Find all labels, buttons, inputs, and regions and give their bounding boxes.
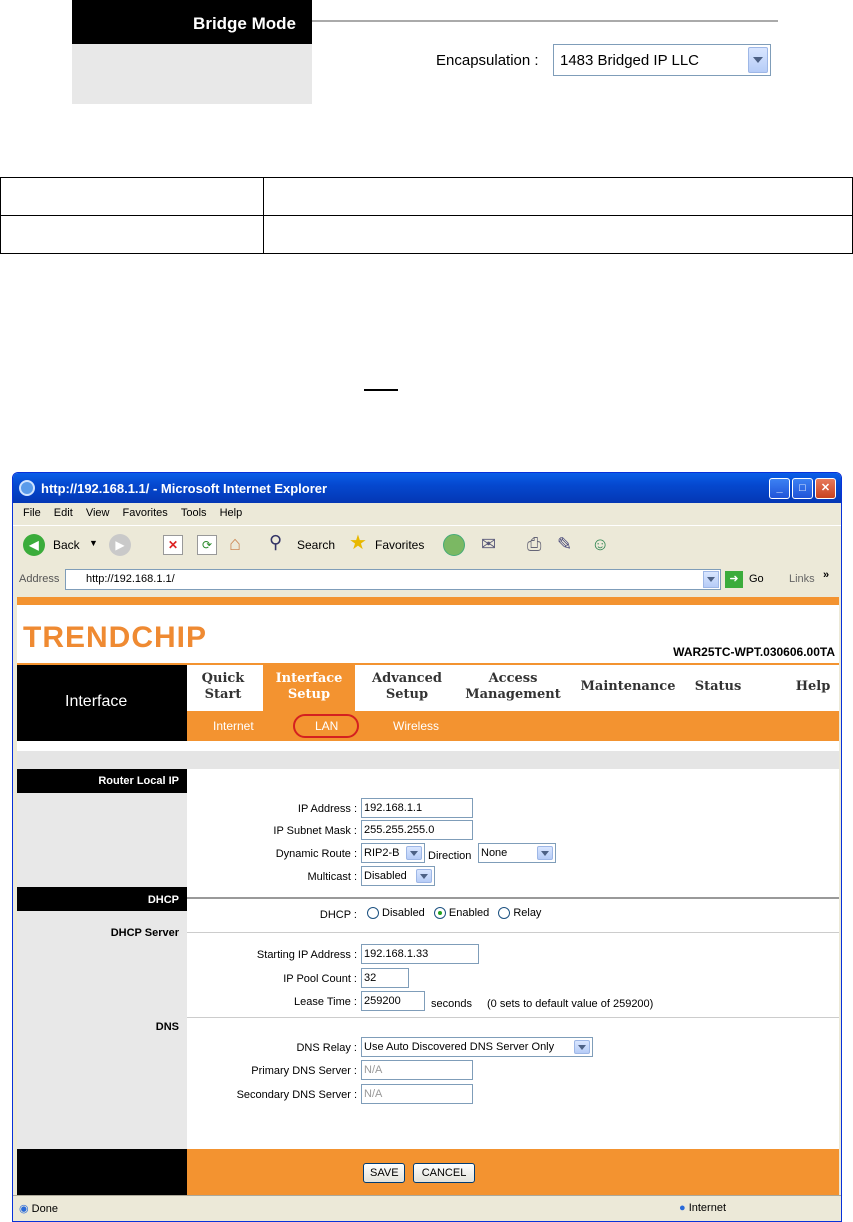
multicast-select[interactable]: Disabled — [361, 866, 435, 886]
pool-count-label: IP Pool Count : — [283, 973, 357, 985]
dynamic-route-select[interactable]: RIP2-B — [361, 843, 425, 863]
section-title: Interface — [17, 665, 187, 741]
subnet-mask-input[interactable]: 255.255.255.0 — [361, 820, 473, 840]
status-text: Done — [31, 1203, 58, 1215]
radio-relay-label: Relay — [513, 907, 542, 919]
links-button[interactable]: Links — [789, 573, 815, 585]
address-label: Address — [19, 573, 60, 585]
toolbar — [13, 525, 841, 565]
top-orange-bar — [17, 597, 839, 605]
maximize-button[interactable]: □ — [792, 478, 813, 499]
router-page — [17, 597, 839, 1195]
secondary-dns-label: Secondary DNS Server : — [236, 1089, 357, 1101]
encapsulation-value: 1483 Bridged IP LLC — [560, 52, 699, 69]
favorites-button[interactable]: Favorites — [375, 538, 425, 552]
ip-address-label: IP Address : — [297, 803, 357, 815]
starting-ip-input[interactable]: 192.168.1.33 — [361, 944, 479, 964]
direction-label: Direction — [428, 850, 472, 862]
trendchip-logo: TRENDCHIP — [23, 621, 208, 654]
radio-disabled[interactable] — [367, 907, 379, 919]
messenger-icon[interactable]: ☺ — [591, 534, 610, 554]
underline-mark — [364, 389, 398, 391]
menu-bar — [13, 503, 841, 525]
encapsulation-label: Encapsulation : — [436, 52, 539, 69]
footer-sidebar — [17, 1149, 187, 1195]
ip-address-input[interactable]: 192.168.1.1 — [361, 798, 473, 818]
table-cell — [264, 216, 853, 254]
print-icon[interactable]: ⎙ — [527, 534, 542, 554]
menu-help[interactable]: Help — [219, 507, 243, 519]
radio-disabled-label: Disabled — [382, 907, 425, 919]
chevron-down-icon[interactable] — [574, 1040, 590, 1054]
encapsulation-select[interactable] — [553, 44, 771, 76]
address-value: http://192.168.1.1/ — [86, 573, 175, 585]
grey-strip — [17, 751, 839, 769]
blank-table — [0, 177, 853, 254]
dns-relay-select[interactable]: Use Auto Discovered DNS Server Only — [361, 1037, 593, 1057]
go-button[interactable]: Go — [749, 573, 764, 585]
divider — [187, 1017, 839, 1018]
cancel-button[interactable]: CANCEL — [413, 1163, 475, 1183]
search-button[interactable]: Search — [297, 538, 336, 552]
dhcp-server-label: DHCP Server — [110, 927, 179, 939]
menu-file[interactable]: File — [23, 507, 41, 519]
multicast-label: Multicast : — [307, 871, 357, 883]
go-arrow-icon[interactable]: ➜ — [725, 571, 743, 588]
table-cell — [1, 178, 264, 216]
nav-help[interactable]: Help — [795, 679, 831, 694]
chevron-down-icon[interactable] — [748, 47, 768, 73]
subnav-wireless[interactable]: Wireless — [393, 719, 440, 733]
starting-ip-label: Starting IP Address : — [256, 949, 357, 961]
mail-icon[interactable]: ✉ — [481, 534, 497, 554]
subnav-lan[interactable]: LAN — [315, 719, 339, 733]
model-number: WAR25TC-WPT.030606.00TA — [673, 645, 835, 659]
save-button[interactable]: SAVE — [363, 1163, 405, 1183]
nav-quick-start[interactable]: Quick Start — [201, 671, 245, 702]
menu-tools[interactable]: Tools — [180, 507, 207, 519]
divider — [187, 932, 839, 933]
minimize-button[interactable]: _ — [769, 478, 790, 499]
browser-window — [12, 472, 842, 1222]
chevron-down-icon[interactable] — [537, 846, 553, 860]
window-title: http://192.168.1.1/ - Microsoft Internet Explorer — [41, 481, 328, 496]
main-nav — [187, 665, 839, 711]
nav-maintenance[interactable]: Maintenance — [580, 679, 676, 694]
search-icon[interactable]: ⚲ — [269, 532, 283, 552]
radio-enabled-label: Enabled — [448, 907, 490, 919]
ie-icon — [19, 480, 35, 496]
refresh-icon[interactable]: ⟳ — [197, 535, 217, 555]
menu-edit[interactable]: Edit — [53, 507, 73, 519]
chevron-down-icon[interactable] — [406, 846, 422, 860]
lease-time-input[interactable]: 259200 — [361, 991, 425, 1011]
footer-bar — [187, 1149, 839, 1195]
nav-interface-setup[interactable]: Interface Setup — [263, 665, 355, 711]
lease-unit: seconds — [431, 998, 472, 1010]
pool-count-input[interactable]: 32 — [361, 968, 409, 988]
address-input[interactable] — [65, 569, 721, 590]
secondary-dns-input[interactable]: N/A — [361, 1084, 473, 1104]
back-button[interactable]: Back — [53, 538, 80, 552]
radio-relay[interactable] — [498, 907, 510, 919]
back-dropdown-icon[interactable]: ▼ — [89, 538, 98, 548]
chevron-right-icon[interactable]: » — [823, 569, 830, 581]
sub-nav — [187, 711, 839, 741]
bridge-mode-header: Bridge Mode — [72, 0, 312, 44]
forward-arrow-icon[interactable]: ▶ — [109, 534, 131, 556]
nav-access-management[interactable]: Access Management — [465, 671, 561, 702]
menu-view[interactable]: View — [85, 507, 110, 519]
back-arrow-icon[interactable]: ◀ — [23, 534, 45, 556]
zone-status: ● Internet — [679, 1202, 727, 1214]
subnav-internet[interactable]: Internet — [213, 719, 254, 733]
title-bar — [13, 473, 841, 503]
menu-favorites[interactable]: Favorites — [122, 507, 168, 519]
dhcp-radio-group — [361, 907, 541, 919]
table-cell — [264, 178, 853, 216]
bridge-mode-sidebar — [72, 44, 312, 104]
divider — [312, 20, 778, 22]
lease-note: (0 sets to default value of 259200) — [487, 998, 654, 1010]
lease-time-label: Lease Time : — [294, 996, 357, 1008]
direction-select[interactable]: None — [478, 843, 556, 863]
stop-icon[interactable]: ✕ — [163, 535, 183, 555]
chevron-down-icon[interactable] — [703, 571, 719, 588]
history-icon[interactable] — [443, 534, 465, 556]
status-bar — [13, 1195, 841, 1222]
close-button[interactable]: ✕ — [815, 478, 836, 499]
nav-advanced-setup[interactable]: Advanced Setup — [372, 671, 442, 702]
nav-status[interactable]: Status — [694, 679, 742, 694]
primary-dns-input[interactable]: N/A — [361, 1060, 473, 1080]
router-local-ip-header: Router Local IP — [17, 769, 187, 793]
primary-dns-label: Primary DNS Server : — [251, 1065, 357, 1077]
dns-relay-label: DNS Relay : — [296, 1042, 357, 1054]
globe-icon: ● — [679, 1202, 689, 1214]
edit-icon[interactable]: ✎ — [557, 534, 573, 554]
home-icon[interactable]: ⌂ — [229, 533, 242, 555]
dhcp-label: DHCP : — [319, 909, 357, 921]
divider — [187, 897, 839, 899]
subnet-mask-label: IP Subnet Mask : — [273, 825, 357, 837]
address-bar — [13, 565, 841, 595]
dns-label: DNS — [155, 1021, 179, 1033]
favorites-star-icon[interactable]: ★ — [349, 532, 367, 554]
radio-enabled[interactable] — [434, 907, 446, 919]
chevron-down-icon[interactable] — [416, 869, 432, 883]
dynamic-route-label: Dynamic Route : — [275, 848, 357, 860]
table-cell — [1, 216, 264, 254]
page-icon: ◉ — [19, 1203, 32, 1215]
dhcp-header: DHCP — [17, 887, 187, 911]
